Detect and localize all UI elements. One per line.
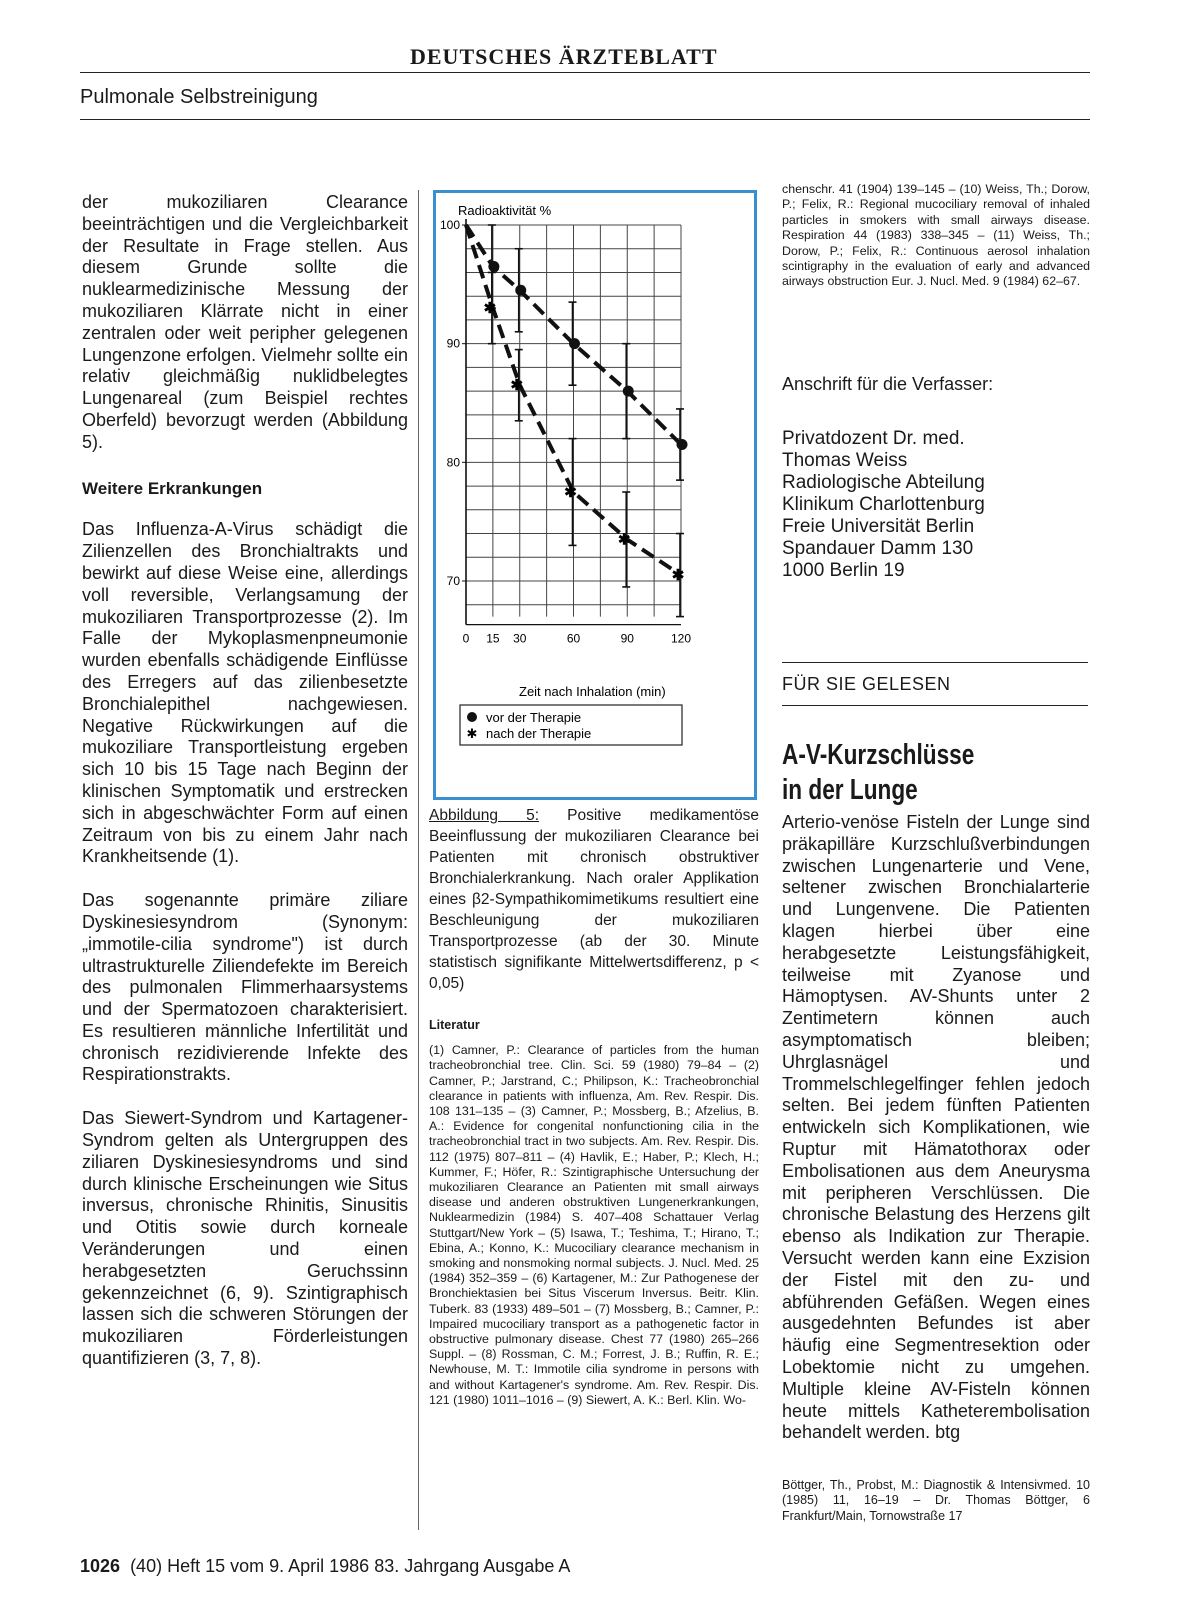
y-tick-label: 70 [446, 574, 460, 588]
paragraph: Das Siewert-Syndrom und Kartagener-Syndrom gelten als Untergruppen des ziliaren Dyskinesiesyndroms und sind durch klinische Erscheinungen wie Situs inversus, chronische Rhinitis, Sinusitis und Otitis sowie durch korneale Veränderungen und einen herabgesetzten Geruchssinn gekennzeichnet (6, 9). Szintigraphisch lassen sich die schweren Störungen der mukoziliaren Förderleistungen quantifizieren (3, 7, 8). [82, 1108, 408, 1369]
references-heading: Literatur [429, 1018, 480, 1032]
references-text: (1) Camner, P.: Clearance of particles from the human tracheobronchial tree. Clin. Sci. 59 (1980) 79–84 – (2) Camner, P.; Jarstrand, C.; Philipson, K.: Tracheobronchial clearance in patients with influenza, Am. Rev. Respir. Dis. 108 131–135 – (3) Camner, P.; Mossberg, B.; Afzelius, B. A.: Evidence for congenital nonfunctioning cilia in the tracheobronchial tract in two subjects. Am. Rev. Respir. Dis. 112 (1975) 807–811 – (4) Havlik, E.; Haber, P.; Klech, H.; Kummer, F.; Höfer, R.: Szintigraphische Untersuchung der mukoziliaren Clearance an Patienten mit small airways disease und anderen obstruktiven Lungenerkrankungen, Nuklearmedizin (1984) S. 407–408 Schattauer Verlag Stuttgart/New York – (5) Isawa, T.; Teshima, T.; Hirano, T.; Ebina, A.; Konno, K.: Mucociliary clearance mechanism in smoking and nonsmoking normal subjects. J. Nucl. Med. 25 (1984) 352–359 – (6) Kartagener, M.: Zur Pathogenese der Bronchiektasien bei Situs Viscerum Inversus. Beitr. Klin. Tuberk. 83 (1933) 489–501 – (7) Mossberg, B.; Camner, P.: Impaired mucociliary transport as a pathogenetic factor in obstructive pulmonary disease. Chest 77 (1980) 265–266 Suppl. – (8) Rossman, C. M.; Forrest, J. B.; Ruffin, R. E.; Newhouse, M. T.: Immotile cilia syndrome in persons with and without Kartagener's syndrome. Am. Rev. Respir. Dis. 121 (1980) 1011–1016 – (9) Siewert, A. K.: Berl. Klin. Wo- [429, 1043, 759, 1407]
data-point-circle [488, 261, 499, 272]
data-point-star: ✱ [671, 567, 685, 585]
x-tick-label: 120 [670, 631, 692, 646]
chart-grid [466, 225, 681, 617]
y-axis-label: Radioaktivität % [458, 203, 552, 218]
legend-label-vor: vor der Therapie [486, 710, 582, 725]
header-rule [80, 119, 1090, 120]
page-footer [80, 1556, 570, 1577]
data-point-star: ✱ [510, 377, 524, 395]
address-line: Spandauer Damm 130 [782, 538, 974, 559]
section-title: Pulmonale Selbstreinigung [80, 86, 318, 108]
data-point-circle [515, 285, 526, 296]
x-axis-label: Zeit nach Inhalation (min) [519, 684, 666, 699]
headline-line: in der Lunge [782, 774, 918, 806]
x-tick-label: 0 [462, 631, 470, 646]
column-divider [418, 190, 419, 1530]
references-continued: chenschr. 41 (1904) 139–145 – (10) Weiss, Th.; Dorow, P.; Felix, R.: Regional mucociliary removal of inhaled particles in smokers with small airways disease. Respiration 44 (1983) 338–345 – (11) Weiss, Th.; Dorow, P.; Felix, R.: Continuous aerosol inhalation scintigraphy in the evaluation of early and advanced airways obstruction Eur. J. Nucl. Med. 9 (1984) 62–67. [782, 182, 1090, 289]
data-point-circle [569, 338, 580, 349]
address-line: Privatdozent Dr. med. [782, 428, 965, 449]
address-line: Thomas Weiss [782, 450, 908, 471]
address-label: Anschrift für die Verfasser: [782, 374, 994, 394]
section-rule [782, 662, 1088, 663]
data-point-star: ✱ [483, 300, 497, 318]
address-line: Radiologische Abteilung [782, 472, 985, 493]
x-tick-label: 15 [486, 631, 500, 646]
legend-label-nach: nach der Therapie [486, 726, 592, 741]
page-number: 1026 [80, 1556, 121, 1576]
masthead-rule [80, 72, 1090, 73]
rubric-title: FÜR SIE GELESEN [782, 674, 951, 694]
x-tick-label: 60 [566, 631, 581, 646]
paragraph: der mukoziliaren Clearance beeinträchtigen und die Vergleichbarkeit der Resultate in Frage stellen. Aus diesem Grunde sollte die nuklearmedizinische Messung der mukoziliaren Klärrate nicht in einer zentralen oder weit peripher gelegenen Lungenzone erfolgen. Vielmehr sollte ein relativ gleichmäßig nuklidbelegtes Lungenareal (zum Beispiel rechtes Oberfeld) bevorzugt werden (Abbildung 5). [82, 192, 408, 452]
address-line: Freie Universität Berlin [782, 516, 975, 537]
section-rule [782, 705, 1088, 706]
data-point-star: ✱ [617, 531, 631, 549]
references [429, 1018, 759, 1408]
subheading: Weitere Erkrankungen [82, 478, 263, 498]
y-tick-label: 80 [446, 455, 460, 470]
article-body: Arterio-venöse Fisteln der Lunge sind präkapilläre Kurzschlußverbindungen zwischen Lungenarterie und Vene, seltener zwischen Bronchialarterie und Lungenvene. Die Patienten klagen hierbei über eine herabgesetzte Leistungsfähigkeit, teilweise mit Zyanose und Hämoptysen. AV-Shunts unter 2 Zentimetern können auch asymptomatisch bleiben; Uhrglasnägel und Trommelschlegelfinger fehlen jedoch selten. Bei jedem fünften Patienten entwickeln sich Komplikationen, wie Ruptur mit Hämatothorax oder Embolisationen aus dem Aneurysma mit peripheren Verschlüssen. Die chronische Belastung des Herzens gilt ebenso als Indikation zur Therapie. Versucht werden kann eine Exzision der Fistel mit den zu- und abführenden Gefäßen. Wegen eines ausgedehnten Befundes ist aber häufig eine Segmentresektion oder Lobektomie nicht zu umgehen. Multiple kleine AV-Fisteln können heute mittels Katheterembolisation behandelt werden. btg [782, 812, 1090, 1443]
paragraph: Das Influenza-A-Virus schädigt die Zilienzellen des Bronchialtrakts und bewirkt auf diese Weise eine, allerdings voll reversible, Verlangsamung der mukoziliaren Transportprozesse (2). Im Falle der Mykoplasmenpneumonie wurden ebenfalls schädigende Einflüsse des Erregers auf das zilienbesetzte Bronchialepithel nachgewiesen. Negative Rückwirkungen auf die mukoziliare Transportleistung ergeben sich 10 bis 15 Tage nach Beginn der klinischen Symptomatik und erstrecken sich in abgeschwächter Form auf einen Zeitraum von bis zu einem Jahr nach Krankheitsende (1). [82, 519, 408, 867]
figure-5 [433, 190, 757, 800]
article-citation: Böttger, Th., Probst, M.: Diagnostik & Intensivmed. 10 (1985) 11, 16–19 – Dr. Thomas Böttger, 6 Frankfurt/Main, Tornowstraße 17 [782, 1478, 1090, 1523]
data-point-star: ✱ [564, 484, 577, 501]
x-tick-label: 30 [513, 631, 527, 646]
legend-circle-icon [467, 712, 477, 722]
data-point-circle [623, 386, 634, 397]
legend-star-icon: ✱ [466, 726, 478, 741]
y-tick-label: 90 [446, 336, 460, 351]
caption-text: Positive medikamentöse Beeinflussung der mukoziliaren Clearance bei Patienten mit chronisch obstruktiver Bronchialerkrankung. Nach oraler Applikation eines β2-Sympathikomimetikums resultiert eine Beschleunigung der mukoziliaren Transportprozesse (ab der 30. Minute statistisch signifikante Mittelwertsdifferenz, p < 0,05) [429, 807, 759, 992]
masthead [80, 36, 1090, 76]
y-tick-label: 100 [439, 218, 460, 232]
clearance-chart [436, 193, 754, 797]
address-line: Klinikum Charlottenburg [782, 494, 985, 515]
x-tick-label: 90 [620, 631, 634, 646]
column-left [82, 192, 408, 1392]
headline-line: A-V-Kurzschlüsse [782, 739, 975, 771]
figure-caption [429, 805, 759, 994]
address-line: 1000 Berlin 19 [782, 560, 905, 581]
journal-title: DEUTSCHES ÄRZTEBLATT [410, 44, 718, 69]
paragraph: Das sogenannte primäre ziliare Dyskinesiesyndrom (Synonym: „immotile-cilia syndrome") ist durch ultrastrukturelle Ziliendefekte im Bereich des pulmonalen Flimmerhaarsystems und der Spermatozoen charakterisiert. Es resultieren männliche Infertilität und chronisch rezidivierende Infekte des Respirationstrakts. [82, 890, 408, 1085]
article-headline [782, 738, 1024, 808]
author-address [782, 428, 985, 582]
data-point-circle [677, 439, 688, 450]
issue-info: (40) Heft 15 vom 9. April 1986 83. Jahrgang Ausgabe A [130, 1556, 571, 1576]
caption-label: Abbildung 5: [429, 807, 540, 824]
